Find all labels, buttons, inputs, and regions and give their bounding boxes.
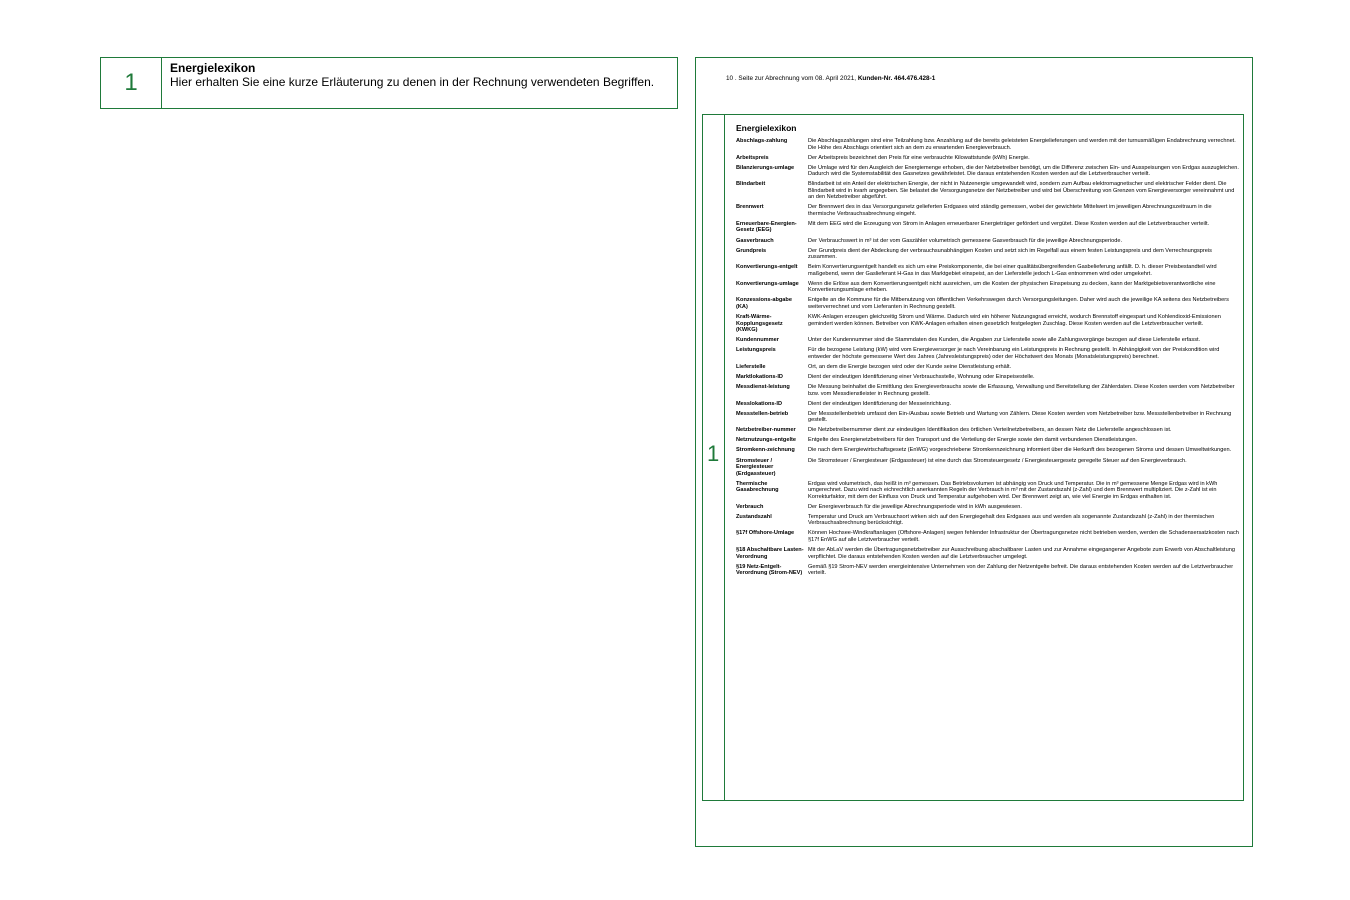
lexicon: [736, 123, 1240, 580]
lexicon-definition: Dient der eindeutigen Identifizierung der Messeinrichtung.: [808, 400, 952, 407]
lexicon-term: §17f Offshore-Umlage: [736, 530, 795, 537]
lexicon-entry: [736, 481, 1240, 501]
lexicon-definition: Wenn die Erlöse aus dem Konvertierungsentgelt nicht ausreichen, um die Kosten der physischen Einspeisung zu decken, kann der Marktgebietsverantwortliche eine Konvertierungsumlage erheben.: [808, 280, 1216, 294]
lexicon-term: Marktlokations-ID: [736, 373, 783, 380]
lexicon-entry: [736, 547, 1240, 560]
lexicon-entry: [736, 248, 1240, 261]
lexicon-entry: [736, 297, 1240, 310]
lexicon-entry: [736, 238, 1240, 245]
lexicon-entry: [736, 447, 1240, 454]
lexicon-definition: Entgelte an die Kommune für die Mitbenutzung von öffentlichen Verkehrswegen durch Versorgungsleitungen. Daher wird auch die jeweilige KA seitens des Netzbetreibers weiterverrechnet und vom Lieferanten in Rechnung gestellt.: [808, 297, 1229, 310]
lexicon-term: Blindarbeit: [736, 181, 766, 188]
lexicon-entry: [736, 281, 1240, 294]
legend-text: Hier erhalten Sie eine kurze Erläuterung zu denen in der Rechnung verwendeten Begriffen.: [170, 75, 655, 89]
lexicon-definition: Die Messung beinhaltet die Ermittlung des Energieverbrauchs sowie die Erfassung, Verwaltung und Bereitstellung der Zählerdaten. Diese Kosten werden vom Netzbetreiber bzw. vom Messdienstleister in Rechnung gestellt.: [808, 384, 1235, 397]
lexicon-title: Energielexikon: [736, 123, 797, 133]
lexicon-entry: [736, 347, 1240, 360]
lexicon-entry: [736, 155, 1240, 162]
lexicon-definition: Unter der Kundennummer sind die Stammdaten des Kunden, die Angaben zur Lieferstelle sowie alle Zahlungsvorgänge bezogen auf diese Lieferstelle erfasst.: [808, 337, 1201, 344]
lexicon-term: §19 Netz-Entgelt-Verordnung (Strom-NEV): [736, 563, 803, 577]
lexicon-entry: [736, 364, 1240, 371]
lexicon-term: Messlokations-ID: [736, 400, 783, 407]
lexicon-term: §18 Abschaltbare Lasten-Verordnung: [736, 547, 804, 560]
legend-number: 1: [101, 58, 162, 108]
section-marker-number: 1: [707, 441, 720, 466]
lexicon-term: Stromkenn-zeichnung: [736, 447, 795, 454]
lexicon-entry: [736, 564, 1240, 577]
section-marker: [703, 115, 725, 800]
lexicon-term: Kraft-Wärme-Kopplungsgesetz (KWKG): [736, 314, 783, 334]
lexicon-definition: Der Messstellenbetrieb umfasst den Ein-/Ausbau sowie Betrieb und Wartung von Zählern. Diese Kosten werden vom Netzbetreiber bzw. Messstellenbetreiber in Rechnung gestellt.: [808, 410, 1232, 424]
lexicon-entry: [736, 384, 1240, 397]
lexicon-definition: Temperatur und Druck am Verbrauchsort wirken sich auf den Energiegehalt des Erdgases aus und werden als sogenannte Zustandszahl (z-Zahl) in der thermischen Verbrauchsabrechnung berücksichtigt.: [808, 513, 1215, 527]
lexicon-term: Gasverbrauch: [736, 237, 774, 244]
lexicon-entry: [736, 165, 1240, 178]
lexicon-definition: Entgelte des Energienetzbetreibers für den Transport und die Verteilung der Energie sowie den damit verbundenen Dienstleistungen.: [808, 437, 1137, 444]
lexicon-entry: [736, 401, 1240, 408]
lexicon-definition: Beim Konvertierungsentgelt handelt es sich um eine Preiskomponente, die bei einer qualitätsübergreifenden Gasbelieferung anfällt. D. h. dieser Preisbestandteil wird maßgebend, wenn der Gaslieferant H-Gas in das Marktgebiet einspeist, an der Lieferstelle jedoch L-Gas entnommen wird oder umgekehrt.: [808, 264, 1217, 277]
lexicon-definition: Gemäß §19 Strom-NEV werden energieintensive Unternehmen von der Zahlung der Netzentgelte befreit. Die daraus entstehenden Kosten werden auf die Letztverbraucher verteilt.: [808, 563, 1234, 577]
lexicon-term: Messdienst-leistung: [736, 384, 790, 390]
lexicon-entry: [736, 138, 1240, 151]
page-header-text: 10 . Seite zur Abrechnung vom 08. April 2021,: [726, 75, 858, 82]
lexicon-term: Konvertierungs-umlage: [736, 280, 799, 287]
customer-number: Kunden-Nr. 464.476.428-1: [857, 75, 936, 82]
lexicon-entry: [736, 374, 1240, 381]
lexicon-entry: [736, 314, 1240, 334]
lexicon-term: Verbrauch: [736, 503, 764, 510]
legend-title: Energielexikon: [170, 61, 256, 75]
lexicon-definition: Die Umlage wird für den Ausgleich der Energiemenge erhoben, die der Netzbetreiber benötigt, um die Differenz zwischen Ein- und Ausspeisungen von Erdgas auszugleichen. Dadurch wird die Systemstabilität des Gasnetzes gewährleistet. Die daraus entstehenden Kosten werden auf die Letztverbraucher verteilt.: [808, 164, 1239, 178]
lexicon-definition: Die Abschlagszahlungen sind eine Teilzahlung bzw. Anzahlung auf die bereits geleisteten Energielieferungen und werden mit der turnusmäßigen Endabrechnung verrechnet. Die Höhe des Abschlags orientiert sich an dem zu erwartenden Energieverbrauch.: [808, 138, 1236, 151]
lexicon-definition: Die Stromsteuer / Energiesteuer (Erdgassteuer) ist eine durch das Stromsteuergesetz / Energiesteuergesetz geregelte Steuer auf den Energieverbrauch.: [808, 457, 1187, 464]
lexicon-entry: [736, 181, 1240, 201]
lexicon-definition: Erdgas wird volumetrisch, das heißt in m³ gemessen. Das Betriebsvolumen ist abhängig von Druck und Temperatur. Die in m³ gemessene Menge Erdgas wird in kWh umgerechnet. Dazu wird nach eichrechtlich anerkannten Regeln der Verbrauch in m³ mit der Zustandszahl (z-Zahl) und dem Brennwert multipliziert. Die z-Zahl ist ein Korrekturfaktor, mit dem der Einfluss von Druck und Temperatur aufgehoben wird. Der Brennwert zeigt an, wie viel Energie im Erdgas enthalten ist.: [808, 480, 1218, 500]
lexicon-term: Brennwert: [736, 204, 764, 211]
lexicon-term: Abschlags-zahlung: [736, 138, 788, 144]
lexicon-entry: [736, 458, 1240, 478]
lexicon-entry: [736, 514, 1240, 527]
lexicon-definition: KWK-Anlagen erzeugen gleichzeitig Strom und Wärme. Dadurch wird ein höherer Nutzungsgrad erreicht, wodurch Brennstoff eingespart und Kohlendioxid-Emissionen gemindert werden können. Betreiber von KWK-Anlagen erhalten einen gesetzlich festgelegten Zuschlag. Diese Kosten werden auf die Letztverbraucher verteilt.: [808, 314, 1221, 327]
lexicon-term: Konvertierungs-entgelt: [736, 264, 798, 271]
lexicon-section: [702, 114, 1244, 801]
lexicon-term: Netzbetreiber-nummer: [736, 427, 796, 434]
lexicon-entries: [736, 138, 1240, 577]
lexicon-definition: Der Grundpreis dient der Abdeckung der verbrauchsunabhängigen Kosten und setzt sich im Regelfall aus einem festen Leistungspreis und dem Verrechnungspreis zusammen.: [808, 247, 1212, 261]
lexicon-definition: Die Netzbetreibernummer dient zur eindeutigen Identifikation des örtlichen Verteilnetzbetreibers, an dessen Netz die Lieferstelle angeschlossen ist.: [808, 427, 1172, 434]
lexicon-entry: [736, 221, 1240, 234]
lexicon-entry: [736, 337, 1240, 344]
lexicon-definition: Der Brennwert des in das Versorgungsnetz gelieferten Erdgases wird ständig gemessen, wobei der gewichtete Mittelwert im jeweiligen Abrechnungszeitraum in die thermische Verbrauchsabrechnung eingeht.: [808, 204, 1212, 217]
lexicon-definition: Der Energieverbrauch für die jeweilige Abrechnungsperiode wird in kWh ausgewiesen.: [808, 503, 1022, 510]
document-page: [695, 57, 1253, 847]
lexicon-term: Stromsteuer / Energiesteuer (Erdgassteuer): [736, 457, 776, 477]
lexicon-term: Arbeitspreis: [736, 154, 769, 161]
lexicon-entry: [736, 264, 1240, 277]
lexicon-definition: Ort, an dem die Energie bezogen wird oder der Kunde seine Dienstleistung erhält.: [808, 363, 1012, 370]
lexicon-term: Leistungspreis: [736, 347, 776, 354]
lexicon-term: Bilanzierungs-umlage: [736, 164, 795, 171]
lexicon-entry: [736, 437, 1240, 444]
lexicon-definition: Für die bezogene Leistung (kW) wird vom Energieversorger je nach Vereinbarung ein Leistungspreis in Rechnung gestellt. In Abhängigkeit von der Preiskondition wird entweder der höchste gemessene Wert des Jahres (Jahresleistungspreis) oder der Höchstwert des Monats (Monatsleistungspreis) berechnet.: [808, 347, 1220, 360]
lexicon-definition: Können Hochsee-Windkraftanlagen (Offshore-Anlagen) wegen fehlender Infrastruktur der Übertragungsnetze nicht betrieben werden, werden die Schadensersatzkosten nach §17f EnWG auf alle Letztverbraucher verteilt.: [808, 530, 1239, 543]
lexicon-definition: Blindarbeit ist ein Anteil der elektrischen Energie, der nicht in Nutzenergie umgewandelt wird, sondern zum Aufbau elektromagnetischer und elektrischer Felder dient. Die Blindarbeit wird in kvarh angegeben. Sie belastet die Versorgungsnetze der Netzbetreiber und wird bei Überschreitung von Grenzen vom Energieversorger vereinnahmt und an den Netzbetreiber abgeführt.: [808, 181, 1235, 201]
lexicon-entry: [736, 504, 1240, 511]
lexicon-definition: Der Arbeitspreis bezeichnet den Preis für eine verbrauchte Kilowattstunde (kWh) Energie.: [808, 154, 1030, 161]
lexicon-entry: [736, 411, 1240, 424]
lexicon-term: Thermische Gasabrechnung: [736, 480, 779, 494]
legend-body: [162, 58, 662, 108]
lexicon-entry: [736, 427, 1240, 434]
lexicon-definition: Mit der AbLaV werden die Übertragungsnetzbetreiber zur Ausschreibung abschaltbarer Lasten und zur Annahme eingegangener Angebote zum Erwerb von Abschaltleistung verpflichtet. Die daraus entstehenden Kosten werden auf die Letztverbraucher umgelegt.: [808, 547, 1235, 560]
lexicon-term: Messstellen-betrieb: [736, 410, 789, 417]
lexicon-entry: [736, 530, 1240, 543]
lexicon-definition: Dient der eindeutigen Identifizierung einer Verbrauchsstelle, Wohnung oder Einspeisestelle.: [808, 373, 1035, 380]
lexicon-term: Erneuerbare-Energien-Gesetz (EEG): [736, 220, 797, 234]
lexicon-term: Lieferstelle: [736, 363, 766, 370]
lexicon-term: Konzessions-abgabe (KA): [736, 297, 792, 310]
legend-box: [100, 57, 678, 109]
lexicon-term: Zustandszahl: [736, 513, 772, 520]
lexicon-term: Kundennummer: [736, 337, 779, 344]
lexicon-definition: Die nach dem Energiewirtschaftsgesetz (EnWG) vorgeschriebene Stromkennzeichnung informiert über die Herkunft des bezogenen Stroms und dessen Umweltwirkungen.: [808, 447, 1232, 454]
lexicon-term: Netznutzungs-entgelte: [736, 437, 796, 444]
lexicon-term: Grundpreis: [736, 247, 767, 254]
lexicon-entry: [736, 204, 1240, 217]
lexicon-definition: Der Verbrauchswert in m³ ist der vom Gaszähler volumetrisch gemessene Gasverbrauch für die jeweilige Abrechnungsperiode.: [808, 237, 1123, 244]
page-header: [726, 75, 935, 82]
lexicon-definition: Mit dem EEG wird die Erzeugung von Strom in Anlagen erneuerbarer Energieträger gefördert und vergütet. Diese Kosten werden auf die Letztverbraucher verteilt.: [808, 220, 1210, 227]
